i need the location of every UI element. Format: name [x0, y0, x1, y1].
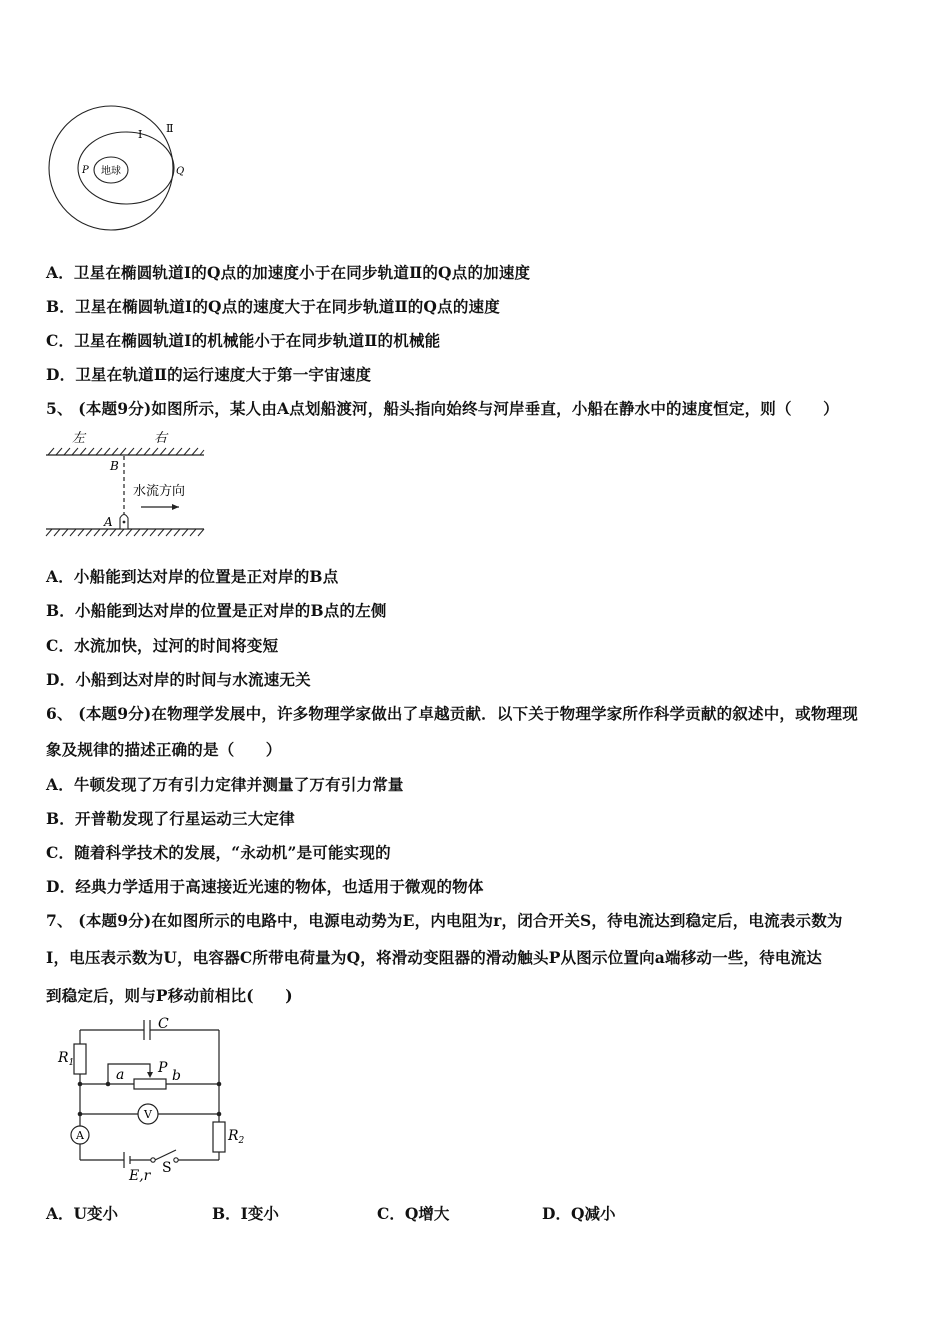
orbit-ii-label: Ⅱ — [166, 122, 174, 135]
switch-label: S — [162, 1160, 172, 1176]
q7-option-a: A．U变小 — [46, 1204, 119, 1223]
ammeter-label: A — [76, 1129, 84, 1142]
q6-option-d: D．经典力学适用于高速接近光速的物体，也适用于微观的物体 — [46, 877, 484, 896]
orbit-i-label: Ⅰ — [138, 128, 143, 141]
slider-a-label: a — [116, 1067, 125, 1083]
point-a-label: A — [104, 515, 113, 529]
q5-option-c: C．水流加快，过河的时间将变短 — [46, 636, 279, 655]
q6-stem-line1: 6、 (本题9分)在物理学发展中，许多物理学家做出了卓越贡献．以下关于物理学家所作科学贡献的叙述中，或物理现 — [46, 704, 858, 723]
river-diagram — [44, 428, 206, 540]
q6-option-a: A．牛顿发现了万有引力定律并测量了万有引力常量 — [46, 775, 404, 794]
q7-stem-line2: I，电压表示数为U，电容器C所带电荷量为Q，将滑动变阻器的滑动触头P从图示位置向a端移动一些，待电流达 — [46, 948, 823, 967]
point-q-label: Q — [176, 166, 185, 177]
q5-option-d: D．小船到达对岸的时间与水流速无关 — [46, 670, 311, 689]
earth-label: 地球 — [101, 166, 121, 177]
battery-label: E,r — [129, 1168, 151, 1184]
q6-option-c: C．随着科学技术的发展，“永动机”是可能实现的 — [46, 843, 391, 862]
r1-label: $R_1$ — [58, 1050, 75, 1068]
q5-option-b: B．小船能到达对岸的位置是正对岸的B点的左侧 — [46, 601, 387, 620]
orbit-diagram — [48, 100, 188, 235]
q5-option-a: A．小船能到达对岸的位置是正对岸的B点 — [46, 567, 339, 586]
q4-option-d: D．卫星在轨道Ⅱ的运行速度大于第一宇宙速度 — [46, 365, 372, 384]
q7-stem-line3: 到稳定后，则与P移动前相比( ) — [46, 986, 293, 1005]
q6-option-b: B．开普勒发现了行星运动三大定律 — [46, 809, 295, 828]
q7-option-c: C．Q增大 — [377, 1204, 450, 1223]
r2-label: $R_2$ — [228, 1128, 245, 1146]
capacitor-label: C — [158, 1016, 169, 1032]
q5-stem: 5、 (本题9分)如图所示，某人由A点划船渡河，船头指向始终与河岸垂直，小船在静水中的速度恒定，则（ ） — [46, 399, 839, 418]
q7-option-d: D．Q减小 — [542, 1204, 616, 1223]
point-b-label: B — [110, 459, 119, 473]
q7-option-b: B．I变小 — [212, 1204, 279, 1223]
voltmeter-label: V — [144, 1108, 152, 1121]
right-label: 右 — [154, 431, 168, 446]
slider-b-label: b — [172, 1068, 181, 1084]
point-p-label: P — [82, 165, 89, 176]
q7-stem-line1: 7、 (本题9分)在如图所示的电路中，电源电动势为E，内电阻为r，闭合开关S，待电流达到稳定后，电流表示数为 — [46, 911, 843, 930]
circuit-diagram — [54, 1012, 254, 1192]
q4-option-a: A．卫星在椭圆轨道Ⅰ的Q点的加速度小于在同步轨道Ⅱ的Q点的加速度 — [46, 263, 531, 282]
q6-stem-line2: 象及规律的描述正确的是（ ） — [46, 740, 282, 759]
flow-direction-label: 水流方向 — [133, 484, 186, 499]
slider-p-label: P — [158, 1060, 168, 1076]
q4-option-c: C．卫星在椭圆轨道Ⅰ的机械能小于在同步轨道Ⅱ的机械能 — [46, 331, 441, 350]
left-label: 左 — [72, 431, 86, 446]
q4-option-b: B．卫星在椭圆轨道Ⅰ的Q点的速度大于在同步轨道Ⅱ的Q点的速度 — [46, 297, 500, 316]
